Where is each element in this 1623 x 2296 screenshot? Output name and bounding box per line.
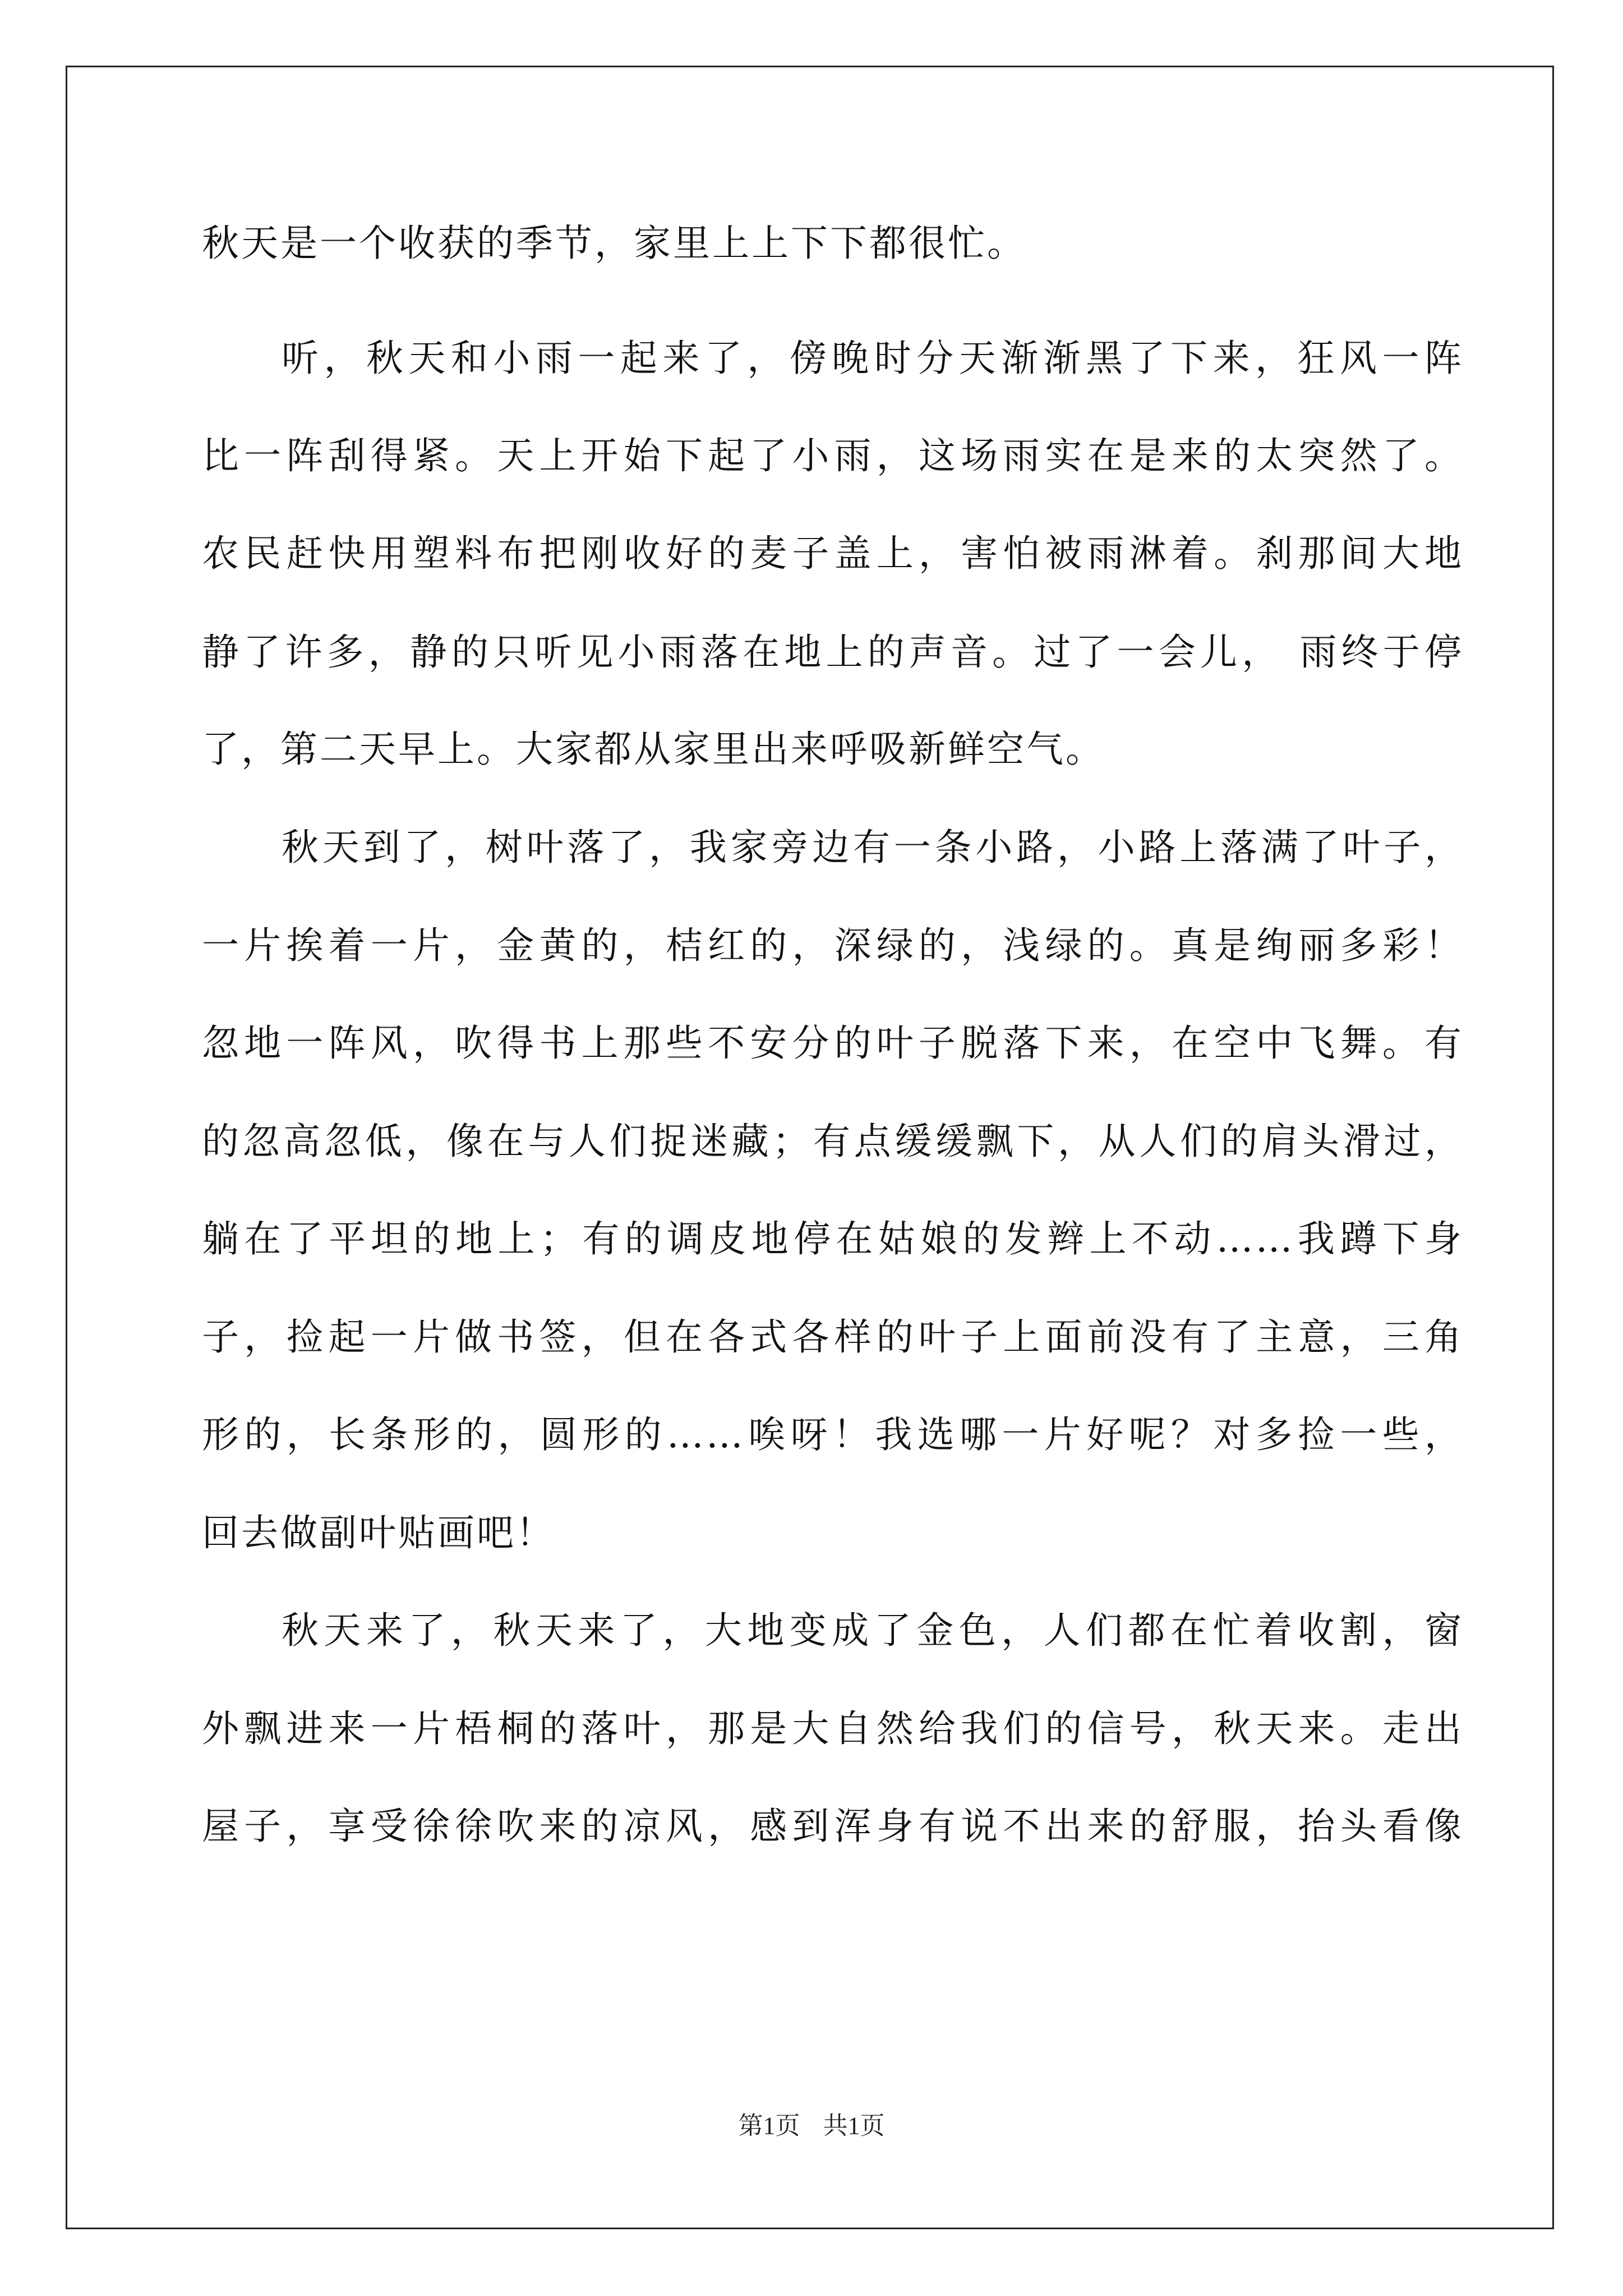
text-line: 静了许多，静的只听见小雨落在地上的声音。过了一会儿， 雨终于停 [202,631,1464,674]
text-line: 忽地一阵风，吹得书上那些不安分的叶子脱落下来，在空中飞舞。有 [202,1022,1464,1065]
text-line: 屋子，享受徐徐吹来的凉风，感到浑身有说不出来的舒服，抬头看像 [202,1805,1464,1848]
page-total: 共1页 [823,2112,885,2139]
text-line: 秋天来了，秋天来了，大地变成了金色，人们都在忙着收割，窗 [282,1609,1464,1652]
text-line: 一片挨着一片，金黄的，桔红的，深绿的，浅绿的。真是绚丽多彩！ [202,924,1464,967]
text-line: 农民赶快用塑料布把刚收好的麦子盖上，害怕被雨淋着。刹那间大地 [202,532,1464,575]
text-line: 子，捡起一片做书签，但在各式各样的叶子上面前没有了主意，三角 [202,1315,1464,1359]
text-line: 秋天是一个收获的季节，家里上上下下都很忙。 [202,222,1026,265]
text-line: 了，第二天早上。大家都从家里出来呼吸新鲜空气。 [202,728,1105,771]
text-line: 秋天到了，树叶落了，我家旁边有一条小路，小路上落满了叶子， [282,826,1464,869]
page-number: 第1页 [738,2112,800,2139]
text-line: 形的，长条形的，圆形的……唉呀！我选哪一片好呢？对多捡一些， [202,1413,1464,1456]
page-footer [0,2114,1623,2138]
text-line: 躺在了平坦的地上；有的调皮地停在姑娘的发辫上不动……我蹲下身 [202,1217,1464,1260]
text-line: 的忽高忽低，像在与人们捉迷藏；有点缓缓飘下，从人们的肩头滑过， [202,1120,1464,1163]
text-line: 回去做副叶贴画吧！ [202,1511,555,1554]
text-line: 听，秋天和小雨一起来了，傍晚时分天渐渐黑了下来，狂风一阵 [282,337,1464,380]
text-line: 比一阵刮得紧。天上开始下起了小雨，这场雨实在是来的太突然了。 [202,434,1464,477]
text-line: 外飘进来一片梧桐的落叶，那是大自然给我们的信号，秋天来。走出 [202,1707,1464,1750]
